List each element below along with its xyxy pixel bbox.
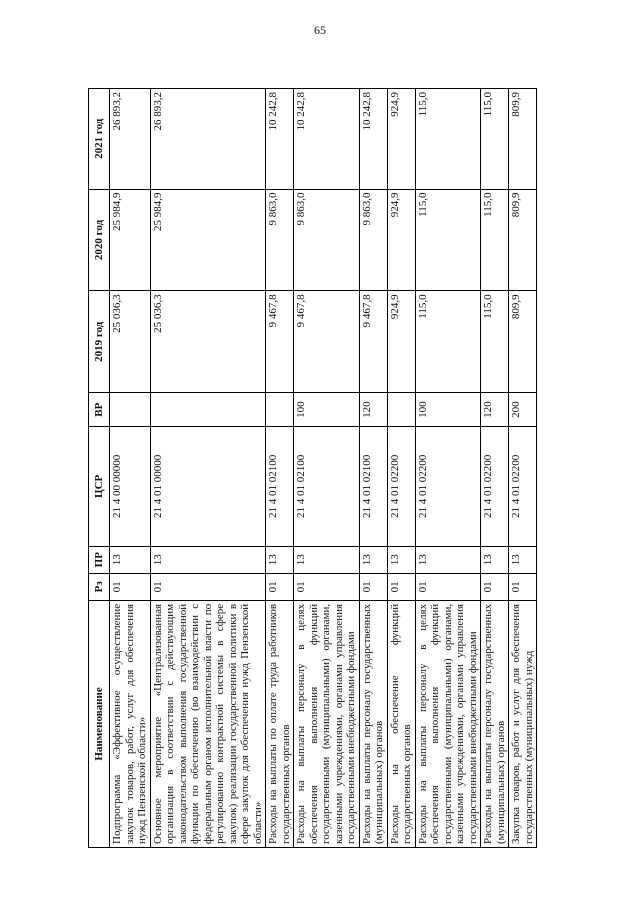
row-csr: 21 4 01 02200 <box>415 427 481 546</box>
row-2020: 9 863,0 <box>266 189 294 291</box>
row-csr: 21 4 01 00000 <box>150 427 266 546</box>
row-name: Расходы на выплаты персоналу государственных (муниципальных) органов <box>481 600 509 847</box>
row-pr: 13 <box>110 546 151 573</box>
row-2021: 924,9 <box>387 89 415 190</box>
row-2020: 115,0 <box>415 189 481 291</box>
row-pr: 13 <box>294 546 360 573</box>
row-vr <box>150 393 266 427</box>
header-rz: Рз <box>89 573 110 600</box>
row-2019: 25 036,3 <box>110 291 151 393</box>
header-pr: ПР <box>89 546 110 573</box>
row-name: Подпрограмма «Эффективное осуществление закупок товаров, работ, услуг для обеспечения нужд Пензенской области» <box>110 600 151 847</box>
row-name: Расходы на обеспечение функций государственных органов <box>387 600 415 847</box>
row-rz: 01 <box>359 573 387 600</box>
row-name: Расходы на выплаты по оплате труда работников государственных органов <box>266 600 294 847</box>
header-2019: 2019 год <box>89 291 110 393</box>
row-name: Расходы на выплаты персоналу в целях обеспечения выполнения функций государственными (муниципальными) органами, казенными учреждениями, органами управления государственными внебюджетными фондами <box>294 600 360 847</box>
row-csr: 21 4 01 02200 <box>481 427 509 546</box>
table-container <box>88 88 558 848</box>
row-rz: 01 <box>387 573 415 600</box>
row-2021: 115,0 <box>415 89 481 190</box>
row-pr: 13 <box>266 546 294 573</box>
row-rz: 01 <box>481 573 509 600</box>
row-vr: 100 <box>294 393 360 427</box>
row-vr <box>266 393 294 427</box>
row-pr: 13 <box>481 546 509 573</box>
row-pr: 13 <box>415 546 481 573</box>
row-rz: 01 <box>150 573 266 600</box>
row-2019: 9 467,8 <box>294 291 360 393</box>
row-rz: 01 <box>266 573 294 600</box>
row-csr: 21 4 00 00000 <box>110 427 151 546</box>
row-csr: 21 4 01 02100 <box>266 427 294 546</box>
table-row <box>266 89 294 848</box>
row-2021: 10 242,8 <box>266 89 294 190</box>
header-csr: ЦСР <box>89 427 110 546</box>
page-number: 65 <box>314 23 326 37</box>
row-pr: 13 <box>150 546 266 573</box>
row-2021: 26 893,2 <box>150 89 266 190</box>
row-vr: 120 <box>481 393 509 427</box>
row-pr: 13 <box>509 546 537 573</box>
header-vr: ВР <box>89 393 110 427</box>
row-vr: 100 <box>415 393 481 427</box>
header-2021: 2021 год <box>89 89 110 190</box>
row-2019: 9 467,8 <box>266 291 294 393</box>
row-2020: 115,0 <box>481 189 509 291</box>
row-2020: 25 984,9 <box>150 189 266 291</box>
row-2021: 115,0 <box>481 89 509 190</box>
budget-table <box>88 88 537 848</box>
row-2019: 924,9 <box>387 291 415 393</box>
header-2020: 2020 год <box>89 189 110 291</box>
row-2020: 9 863,0 <box>359 189 387 291</box>
row-vr: 200 <box>509 393 537 427</box>
row-pr: 13 <box>359 546 387 573</box>
table-row <box>387 89 415 848</box>
table-row <box>481 89 509 848</box>
row-rz: 01 <box>294 573 360 600</box>
table-row <box>359 89 387 848</box>
row-csr: 21 4 01 02200 <box>387 427 415 546</box>
row-2021: 26 893,2 <box>110 89 151 190</box>
row-vr <box>387 393 415 427</box>
row-name: Расходы на выплаты персоналу в целях обеспечения выполнения функций государственными (муниципальными) органами, казенными учреждениями, органами управления государственными внебюджетными фондами <box>415 600 481 847</box>
row-2021: 10 242,8 <box>359 89 387 190</box>
row-2019: 115,0 <box>481 291 509 393</box>
table-row <box>110 89 151 848</box>
row-2021: 809,9 <box>509 89 537 190</box>
row-vr: 120 <box>359 393 387 427</box>
row-2019: 115,0 <box>415 291 481 393</box>
row-csr: 21 4 01 02100 <box>359 427 387 546</box>
row-vr <box>110 393 151 427</box>
row-2020: 809,9 <box>509 189 537 291</box>
row-name: Основное мероприятие «Централизованная организация в соответствии с действующим законодательством выполнения государственной функции по обеспечению (во взаимодействии с федеральным органом исполнительной власти по регулированию контрактной системы в сфере закупок) реализации государственной политики в сфере закупок для обеспечения нужд Пензенской области» <box>150 600 266 847</box>
row-name: Закупка товаров, работ и услуг для обеспечения государственных (муниципальных) нужд <box>509 600 537 847</box>
table-header-row <box>89 89 110 848</box>
header-name: Наименование <box>89 600 110 847</box>
row-2020: 924,9 <box>387 189 415 291</box>
row-2020: 25 984,9 <box>110 189 151 291</box>
row-name: Расходы на выплаты персоналу государственных (муниципальных) органов <box>359 600 387 847</box>
row-rz: 01 <box>509 573 537 600</box>
row-csr: 21 4 01 02200 <box>509 427 537 546</box>
row-rz: 01 <box>110 573 151 600</box>
row-2019: 809,9 <box>509 291 537 393</box>
row-rz: 01 <box>415 573 481 600</box>
row-csr: 21 4 01 02100 <box>294 427 360 546</box>
table-row <box>509 89 537 848</box>
table-row <box>294 89 360 848</box>
row-2019: 9 467,8 <box>359 291 387 393</box>
row-2019: 25 036,3 <box>150 291 266 393</box>
row-2020: 9 863,0 <box>294 189 360 291</box>
row-pr: 13 <box>387 546 415 573</box>
table-row <box>150 89 266 848</box>
row-2021: 10 242,8 <box>294 89 360 190</box>
table-row <box>415 89 481 848</box>
